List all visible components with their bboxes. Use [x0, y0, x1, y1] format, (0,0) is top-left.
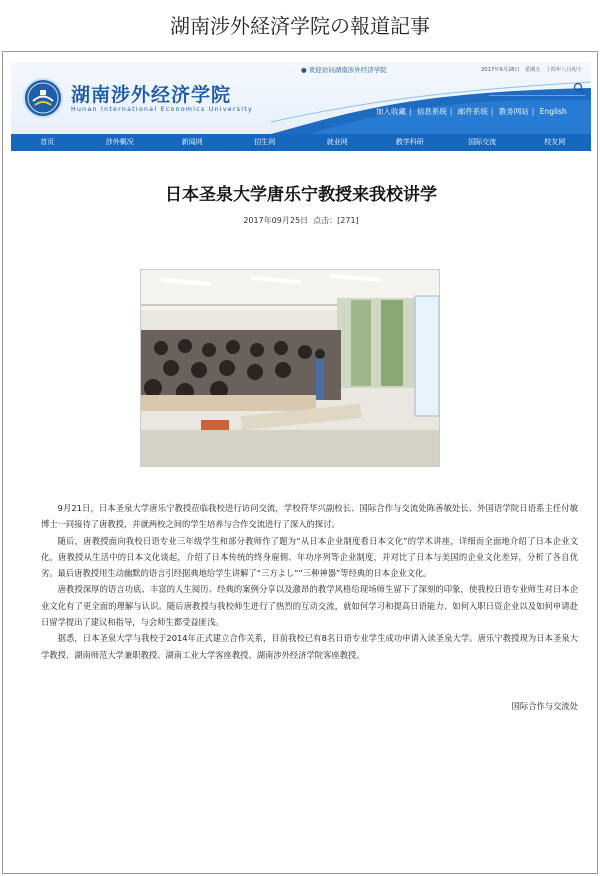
divider: | [531, 107, 535, 116]
nav-item-news[interactable]: 新闻网 [181, 138, 203, 146]
article-paragraph: 唐教授深厚的语言功底、丰富的人生阅历、经典的案例分享以及激昂的教学风格给现场师生留下了深刻的印象，使我校日语专业师生对日本企业文化有了更全面的理解与认识。随后唐教授与我校师生进行了热烈的互动交流，就如何学习和提高日语能力、如何入职日资企业以及如何申请赴日留学提出了建议和指导，与会师生都受益匪浅。 [41, 584, 578, 628]
nav-item-teaching[interactable]: 教学科研 [395, 138, 424, 146]
nav-item-international[interactable]: 国际交流 [468, 138, 497, 146]
search-icon[interactable] [573, 82, 585, 94]
lecture-photo-image [141, 270, 440, 467]
nav-item-alumni[interactable]: 校友网 [544, 138, 566, 146]
divider: | [490, 107, 494, 116]
article-date: 2017年09月25日 [243, 216, 309, 225]
university-emblem-icon[interactable] [23, 78, 63, 118]
article-meta [3, 215, 598, 226]
quick-link-academic[interactable]: 教务网站 [498, 107, 529, 116]
article-title: 日本圣泉大学唐乐宁教授来我校讲学 [165, 185, 437, 205]
article-paragraph: 随后，唐教授面向我校日语专业三年级学生和部分教师作了题为“从日本企业制度看日本文化”的学术讲座，详细而全面地介绍了日本企业文化。唐教授从生活中的日本文化谈起，介绍了日本传统的终身雇佣、年功序列等企业制度，并对比了日本与美国的企业文化差异，分析了各自优劣。最后唐教授用生动幽默的语言引经据典地给学生讲解了“三方よし”“三种神器”等经典的日本企业文化。 [41, 535, 578, 579]
quick-link-favorite[interactable]: 加入收藏 [376, 107, 406, 116]
site-header [11, 62, 591, 134]
click-count: [271] [337, 216, 359, 225]
screenshot-frame [2, 51, 598, 874]
bullet-icon: ● [301, 66, 309, 74]
site-name-english: Hunan International Economics University [71, 106, 253, 113]
quick-link-mail[interactable]: 邮件系统 [457, 107, 488, 116]
article-paragraph: 据悉，日本圣泉大学与我校于2014年正式建立合作关系，目前我校已有8名日语专业学生成功申请入读圣泉大学。唐乐宁教授现为日本圣泉大学教授、湖南师范大学兼职教授、湖南工业大学客座教授、湖南涉外经济学院客座教授。 [41, 633, 578, 660]
quick-links [373, 106, 570, 117]
nav-item-employment[interactable]: 就业网 [326, 138, 348, 146]
welcome-text [301, 65, 387, 74]
header-date: 2017年9月28日 星期五 丁酉年八月初十 [481, 67, 582, 73]
search-input[interactable] [489, 82, 585, 96]
clicks-label: 点击： [313, 216, 338, 225]
article-body [41, 500, 578, 663]
welcome-label: 欢迎访问湖南涉外经济学院 [308, 66, 387, 74]
article-paragraph: 9月21日，日本圣泉大学唐乐宁教授莅临我校进行访问交流，学校符华兴副校长、国际合作与交流处陈善敏处长、外国语学院日语系主任付敏博士一同接待了唐教授，并就两校之间的学生培养与合作交流进行了深入的探讨。 [41, 503, 578, 530]
page-caption: 湖南涉外経済学院の報道記事 [170, 14, 430, 38]
nav-item-home[interactable]: 首页 [40, 138, 55, 146]
divider: | [449, 107, 453, 116]
article-signoff: 国际合作与交流处 [511, 701, 578, 711]
quick-link-info-system[interactable]: 信息系统 [416, 107, 447, 116]
nav-item-overview[interactable]: 涉外概况 [105, 138, 134, 146]
nav-item-admissions[interactable]: 招生网 [254, 138, 276, 146]
quick-link-english[interactable]: English [539, 107, 567, 116]
divider: | [409, 107, 412, 116]
main-nav [11, 134, 591, 151]
site-name[interactable]: 湖南涉外经济学院 [71, 84, 232, 106]
lecture-photo [140, 269, 440, 467]
